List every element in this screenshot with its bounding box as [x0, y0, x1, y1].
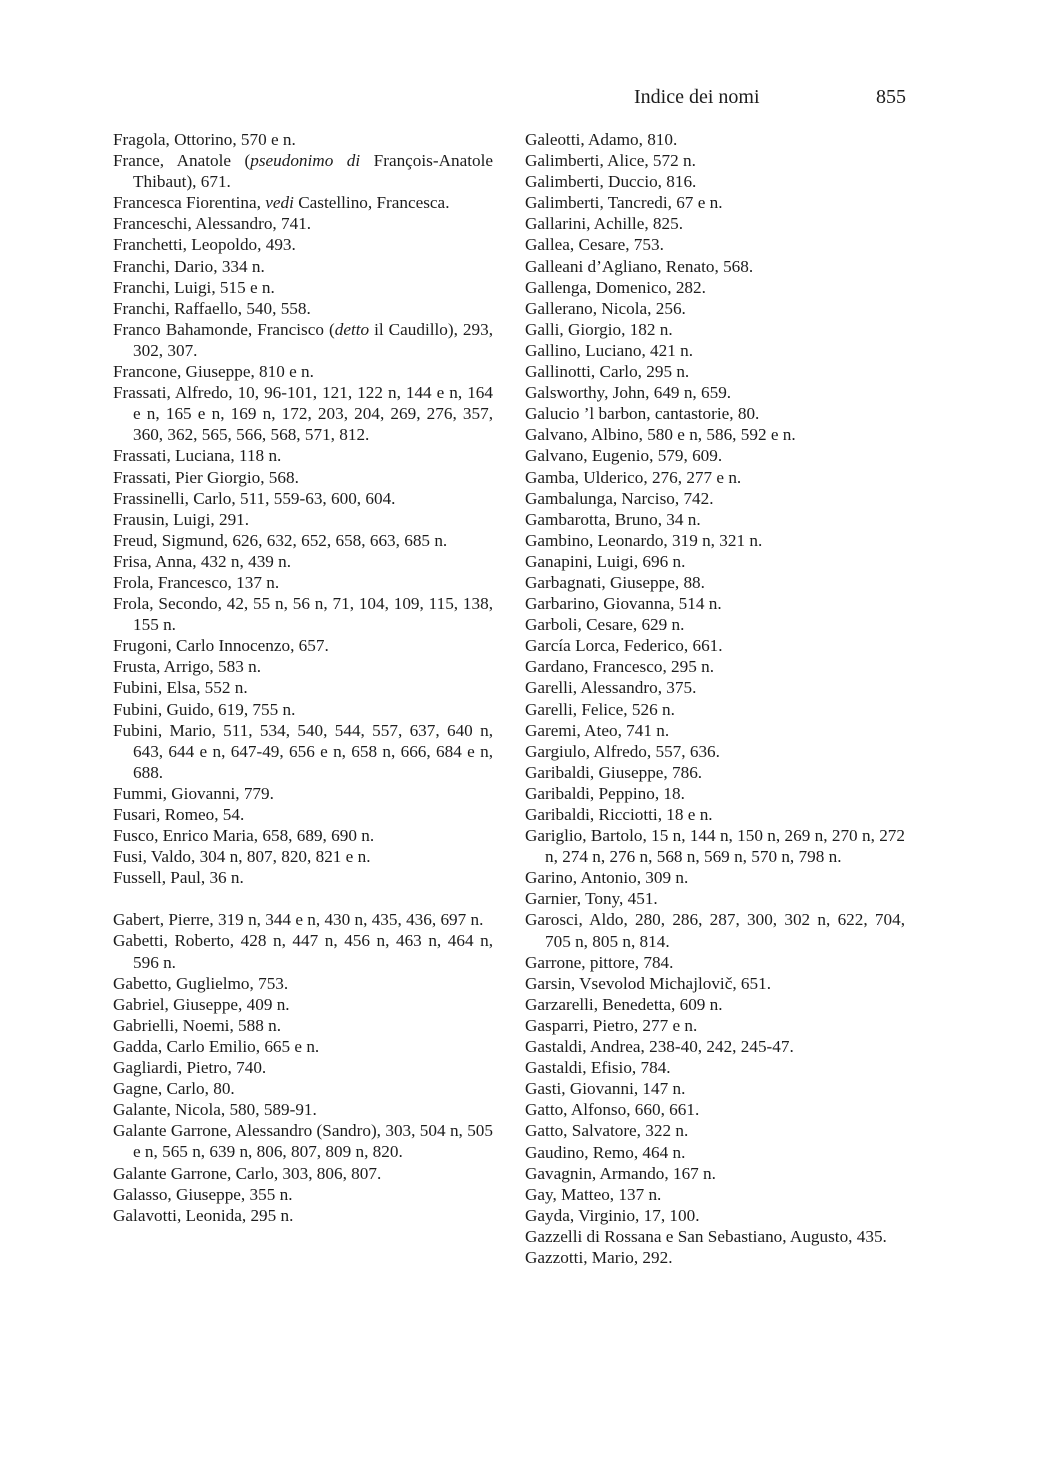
index-entry [113, 973, 493, 994]
index-entry [525, 551, 905, 572]
index-entry-text: Gambino, Leonardo, 319 n, 321 n. [525, 530, 763, 550]
index-entry-text: Garboli, Cesare, 629 n. [525, 615, 685, 635]
index-entry [113, 277, 493, 298]
index-entry-text: Franco Bahamonde, Francisco ( [113, 319, 335, 339]
index-entry-text: Garbagnati, Giuseppe, 88. [525, 572, 705, 592]
index-entry-text: Garnier, Tony, 451. [525, 889, 658, 909]
index-entry-text: Frola, Francesco, 137 n. [113, 572, 280, 592]
index-entry [525, 825, 905, 867]
index-entry [525, 699, 905, 720]
index-entry [525, 382, 905, 403]
index-entry-text: Gazzotti, Mario, 292. [525, 1247, 673, 1267]
index-entry [113, 909, 493, 930]
index-entry-italic: detto [334, 319, 370, 339]
index-entry-text: Gallino, Luciano, 421 n. [525, 340, 694, 360]
index-entry [525, 1099, 905, 1120]
index-entry-text: Gagne, Carlo, 80. [113, 1079, 235, 1099]
running-header [634, 82, 906, 112]
index-entry [525, 635, 905, 656]
index-entry [113, 445, 493, 466]
index-entry [113, 509, 493, 530]
index-entry-text: Gabetti, Roberto, 428 n, 447 n, 456 n, 463 n, 464 n, 596 n. [113, 931, 493, 972]
index-entry [113, 804, 493, 825]
index-entry-continuation: il Caudillo), 293, 302, 307. [133, 319, 493, 360]
index-entry [525, 424, 905, 445]
index-entry [525, 1163, 905, 1184]
index-entry [525, 530, 905, 551]
index-entry-text: Gargiulo, Alfredo, 557, 636. [525, 741, 720, 761]
index-entry [113, 298, 493, 319]
index-entry [525, 783, 905, 804]
index-entry-text: Gadda, Carlo Emilio, 665 e n. [113, 1036, 320, 1056]
index-entry-text: Gallerano, Nicola, 256. [525, 298, 686, 318]
index-entry-text: Gazzelli di Rossana e San Sebastiano, Augusto, 435. [525, 1226, 887, 1246]
index-entry [525, 319, 905, 340]
index-entry-italic: pseudonimo di [250, 151, 361, 171]
index-entry-text: Frassati, Alfredo, 10, 96-101, 121, 122 n, 144 e n, 164 e n, 165 e n, 169 n, 172, 203, 204, 269, 276, 357, 360, 362, 565, 566, 568, 571, 812. [113, 383, 493, 445]
index-entry-text: Gay, Matteo, 137 n. [525, 1184, 662, 1204]
index-entry-text: Gabrielli, Noemi, 588 n. [113, 1015, 282, 1035]
index-entry [113, 1184, 493, 1205]
index-entry-continuation: Castellino, Francesca. [293, 193, 450, 213]
index-entry-text: Gasti, Giovanni, 147 n. [525, 1079, 686, 1099]
index-entry-text: Gallarini, Achille, 825. [525, 214, 683, 234]
index-entry-text: Gamba, Ulderico, 276, 277 e n. [525, 467, 742, 487]
index-entry-text: Gastaldi, Efisio, 784. [525, 1058, 671, 1078]
index-entry-text: Galimberti, Duccio, 816. [525, 172, 697, 192]
index-entry [113, 319, 493, 361]
index-entry [113, 1099, 493, 1120]
index-entry [113, 783, 493, 804]
index-entry-text: Garibaldi, Peppino, 18. [525, 783, 685, 803]
index-entry [113, 1036, 493, 1057]
index-entry-text: Fubini, Elsa, 552 n. [113, 678, 248, 698]
index-entry-text: Garibaldi, Giuseppe, 786. [525, 762, 703, 782]
index-entry [525, 192, 905, 213]
index-entry-text: Galante Garrone, Carlo, 303, 806, 807. [113, 1163, 382, 1183]
index-entry-text: Frausin, Luigi, 291. [113, 509, 250, 529]
index-entry [525, 1205, 905, 1226]
index-entry-continuation: François-Anatole Thibaut), 671. [133, 151, 493, 192]
index-entry [525, 677, 905, 698]
index-entry-text: Gabert, Pierre, 319 n, 344 e n, 430 n, 435, 436, 697 n. [113, 910, 484, 930]
index-entry [113, 467, 493, 488]
index-entry [113, 129, 493, 150]
index-entry-text: Franchetti, Leopoldo, 493. [113, 235, 296, 255]
index-entry-text: Garosci, Aldo, 280, 286, 287, 300, 302 n, 622, 704, 705 n, 805 n, 814. [525, 910, 905, 951]
index-entry-text: Galasso, Giuseppe, 355 n. [113, 1184, 293, 1204]
index-entry-text: Gabriel, Giuseppe, 409 n. [113, 994, 290, 1014]
index-entry-text: Gariglio, Bartolo, 15 n, 144 n, 150 n, 269 n, 270 n, 272 n, 274 n, 276 n, 568 n, 569 n, 570 n, 798 n. [525, 826, 905, 867]
index-entry-text: Gabetto, Guglielmo, 753. [113, 973, 289, 993]
index-entry [113, 720, 493, 783]
index-entry [525, 361, 905, 382]
index-entry-text: Fusari, Romeo, 54. [113, 805, 245, 824]
index-entry-text: Gambalunga, Narciso, 742. [525, 488, 714, 508]
index-entry [525, 213, 905, 234]
index-entry-text: Galvano, Eugenio, 579, 609. [525, 446, 723, 466]
index-entry-text: Gavagnin, Armando, 167 n. [525, 1163, 716, 1183]
index-entry-text: Galante Garrone, Alessandro (Sandro), 303, 504 n, 505 e n, 565 n, 639 n, 806, 807, 809 n, 820. [113, 1121, 493, 1162]
index-entry-text: Gardano, Francesco, 295 n. [525, 657, 715, 677]
index-entry [113, 213, 493, 234]
index-entry-text: Frassinelli, Carlo, 511, 559-63, 600, 604. [113, 488, 396, 508]
index-entry-text: Gaudino, Remo, 464 n. [525, 1142, 686, 1162]
index-entry [113, 256, 493, 277]
index-entry [113, 1057, 493, 1078]
index-entry-text: Gayda, Virginio, 17, 100. [525, 1205, 700, 1225]
index-entry-text: Garzarelli, Benedetta, 609 n. [525, 994, 723, 1014]
index-entry [525, 1057, 905, 1078]
index-entry [113, 530, 493, 551]
index-entry [525, 720, 905, 741]
index-entry-text: Galsworthy, John, 649 n, 659. [525, 383, 732, 403]
page-number: 855 [876, 86, 906, 108]
index-entry-italic: vedi [265, 193, 294, 213]
index-entry [525, 150, 905, 171]
index-entry-text: Galvano, Albino, 580 e n, 586, 592 e n. [525, 425, 796, 445]
index-entry [525, 256, 905, 277]
index-entry [113, 192, 493, 213]
index-entry [525, 277, 905, 298]
index-entry-text: Garino, Antonio, 309 n. [525, 868, 689, 888]
index-entry-text: Franchi, Luigi, 515 e n. [113, 277, 275, 297]
index-entry-text: Gagliardi, Pietro, 740. [113, 1058, 267, 1078]
index-entry [525, 1226, 905, 1247]
index-entry [113, 593, 493, 635]
index-entry [525, 593, 905, 614]
index-entry [113, 1120, 493, 1162]
index-entry [525, 656, 905, 677]
index-entry [113, 361, 493, 382]
index-entry-text: Freud, Sigmund, 626, 632, 652, 658, 663, 685 n. [113, 530, 448, 550]
index-entry-text: Frola, Secondo, 42, 55 n, 56 n, 71, 104, 109, 115, 138, 155 n. [113, 594, 493, 635]
index-entry-text: Fubini, Mario, 511, 534, 540, 544, 557, 637, 640 n, 643, 644 e n, 647-49, 656 e n, 658 n, 666, 684 e n, 688. [113, 720, 493, 782]
index-entry-text: Gastaldi, Andrea, 238-40, 242, 245-47. [525, 1037, 794, 1057]
index-entry [113, 488, 493, 509]
index-entry-text: Fusco, Enrico Maria, 658, 689, 690 n. [113, 826, 375, 846]
index-entry-text: Frusta, Arrigo, 583 n. [113, 657, 261, 677]
index-entry [525, 888, 905, 909]
index-entry-text: Gatto, Salvatore, 322 n. [525, 1121, 689, 1141]
index-entry-text: Fummi, Giovanni, 779. [113, 783, 274, 803]
index-entry-text: Fubini, Guido, 619, 755 n. [113, 699, 296, 719]
index-entry [525, 488, 905, 509]
index-entry [113, 1015, 493, 1036]
index-entry [525, 129, 905, 150]
index-entry-text: Garelli, Alessandro, 375. [525, 678, 697, 698]
index-entry-text: Gasparri, Pietro, 277 e n. [525, 1015, 698, 1035]
index-entry-text: Gambarotta, Bruno, 34 n. [525, 509, 701, 529]
index-entry-text: Fussell, Paul, 36 n. [113, 868, 244, 888]
index-entry [525, 467, 905, 488]
index-entry [113, 234, 493, 255]
index-entry [525, 909, 905, 951]
index-entry [525, 762, 905, 783]
index-entry [113, 994, 493, 1015]
index-entry-text: Ganapini, Luigi, 696 n. [525, 551, 686, 571]
index-entry [113, 656, 493, 677]
index-entry [525, 1247, 905, 1268]
index-entry [113, 1078, 493, 1099]
index-entry [113, 846, 493, 867]
index-entry [113, 551, 493, 572]
index-entry-text: Garrone, pittore, 784. [525, 952, 674, 972]
index-entry [525, 340, 905, 361]
index-entry [113, 677, 493, 698]
index-entry-text: Galleani d’Agliano, Renato, 568. [525, 256, 754, 276]
index-column-right [525, 129, 905, 1268]
index-entry [525, 445, 905, 466]
index-entry [113, 150, 493, 192]
index-entry [525, 171, 905, 192]
index-entry [525, 509, 905, 530]
index-entry [113, 1205, 493, 1226]
index-entry-text: Garsin, Vsevolod Michajlovič, 651. [525, 973, 772, 993]
index-entry-text: Galavotti, Leonida, 295 n. [113, 1205, 294, 1225]
index-entry-text: Frassati, Pier Giorgio, 568. [113, 467, 299, 487]
index-entry-text: Gallenga, Domenico, 282. [525, 277, 706, 297]
index-entry [525, 994, 905, 1015]
index-entry-text: Galeotti, Adamo, 810. [525, 130, 678, 149]
index-entry [113, 572, 493, 593]
index-entry-text: Garemi, Ateo, 741 n. [525, 720, 670, 740]
index-entry-text: Fragola, Ottorino, 570 e n. [113, 130, 296, 149]
index-entry-text: Garbarino, Giovanna, 514 n. [525, 594, 722, 614]
index-entry [113, 1163, 493, 1184]
index-entry-text: Garelli, Felice, 526 n. [525, 699, 675, 719]
index-entry-text: Franchi, Dario, 334 n. [113, 256, 265, 276]
running-title: Indice dei nomi [634, 86, 760, 108]
index-entry-text: Gallinotti, Carlo, 295 n. [525, 362, 690, 382]
index-entry-text: García Lorca, Federico, 661. [525, 636, 723, 656]
index-entry-text: Gallea, Cesare, 753. [525, 235, 664, 255]
index-entry [525, 973, 905, 994]
index-entry [113, 825, 493, 846]
index-entry [113, 382, 493, 445]
index-entry-text: Frugoni, Carlo Innocenzo, 657. [113, 636, 329, 656]
index-entry [525, 1184, 905, 1205]
index-entry [113, 867, 493, 888]
index-column-left [113, 129, 493, 1226]
index-entry-text: Frisa, Anna, 432 n, 439 n. [113, 551, 292, 571]
index-entry [525, 1036, 905, 1057]
index-entry-text: Franchi, Raffaello, 540, 558. [113, 298, 311, 318]
index-entry-text: Francone, Giuseppe, 810 e n. [113, 362, 314, 382]
index-entry-text: Gatto, Alfonso, 660, 661. [525, 1100, 700, 1120]
index-entry-text: Francesca Fiorentina, [113, 193, 266, 213]
index-entry [525, 1015, 905, 1036]
index-entry-text: Galli, Giorgio, 182 n. [525, 319, 673, 339]
index-entry-text: Galucio ’l barbon, cantastorie, 80. [525, 404, 760, 424]
index-entry [525, 614, 905, 635]
index-entry [525, 403, 905, 424]
index-entry-text: Galimberti, Alice, 572 n. [525, 151, 696, 171]
index-entry-text: Fusi, Valdo, 304 n, 807, 820, 821 e n. [113, 847, 371, 867]
index-entry [525, 804, 905, 825]
index-entry [525, 1078, 905, 1099]
index-entry-text: Frassati, Luciana, 118 n. [113, 446, 282, 466]
index-entry [525, 572, 905, 593]
index-entry-text: Garibaldi, Ricciotti, 18 e n. [525, 805, 713, 824]
index-entry [113, 699, 493, 720]
index-entry-text: Franceschi, Alessandro, 741. [113, 214, 312, 234]
index-entry-text: Galimberti, Tancredi, 67 e n. [525, 193, 723, 213]
index-entry [525, 298, 905, 319]
index-entry [525, 1120, 905, 1141]
index-entry [525, 867, 905, 888]
index-entry [525, 952, 905, 973]
index-entry [525, 1142, 905, 1163]
index-entry [113, 635, 493, 656]
index-entry-text: Galante, Nicola, 580, 589-91. [113, 1100, 317, 1120]
index-entry [113, 930, 493, 972]
index-entry [525, 741, 905, 762]
index-entry-text: France, Anatole ( [113, 151, 251, 171]
index-entry [525, 234, 905, 255]
